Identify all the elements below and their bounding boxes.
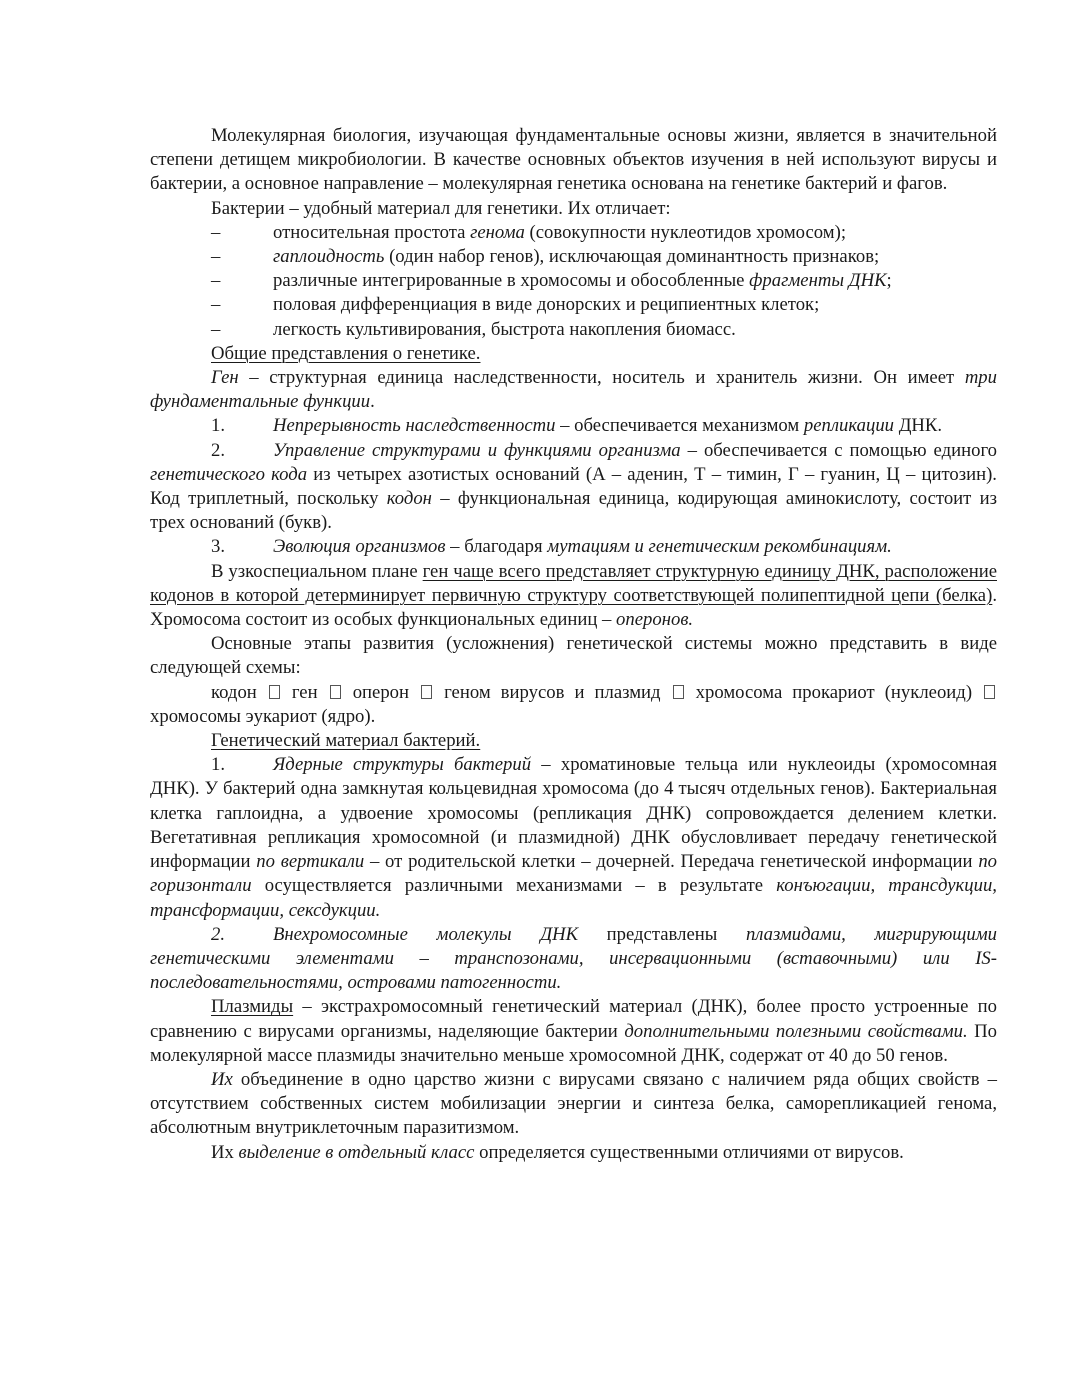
paragraph-gene-structure <box>150 560 997 633</box>
text: представлены <box>578 923 746 945</box>
heading-text: Генетический материал бактерий. <box>211 730 481 752</box>
paragraph-bacteria: Бактерии – удобный материал для генетики. Их отличает: <box>211 197 671 219</box>
text: – хроматиновые тельца или нуклеоиды (хромосомная ДНК). У бактерий одна замкнутая кольцевидная хромосома (до 4 тысяч отдельных генов). Бактериальная клетка гаплоидна, а удвоение хромосомы (репликация ДНК) сопровождается делением клетки. Вегетативная репликация хромосомной (и плазмидной) ДНК обусловливает передачу генетической информации <box>150 754 997 873</box>
item-title: Внехромосомные молекулы ДНК <box>273 923 579 945</box>
arrow-icon <box>984 685 995 699</box>
item-title: Эволюция организмов <box>273 536 446 558</box>
list-dash: – <box>211 270 221 292</box>
numbered-item <box>150 535 997 559</box>
text: объединение в одно царство жизни с вирусами связано с наличием ряда общих свойств – отсутствием собственных систем мобилизации энергии и синтеза белка, саморепликацией генома, абсолютным внутриклеточным паразитизмом. <box>150 1068 997 1139</box>
text: В узкоспециальном плане <box>211 560 423 582</box>
item-title: Ядерные структуры бактерий <box>273 754 532 776</box>
term: мутациям и генетическим рекомбинациям. <box>547 536 892 558</box>
term: выделение в отдельный класс <box>238 1141 475 1163</box>
text: Их <box>211 1141 239 1163</box>
list-item <box>150 221 997 245</box>
term: три фундаментальные функции <box>150 367 997 413</box>
numbered-item <box>150 439 997 536</box>
item-title: Непрерывность наследственности <box>273 415 556 437</box>
scheme-step: хромосома прокариот (нуклеоид) <box>695 681 973 703</box>
list-term: гаплоидность <box>273 246 385 268</box>
text: определяется существенными отличиями от вирусов. <box>474 1141 904 1163</box>
underlined-term: Плазмиды <box>211 996 294 1018</box>
numbered-item <box>150 753 997 922</box>
scheme-step: кодон <box>211 681 257 703</box>
text: – обеспечивается механизмом <box>555 415 804 437</box>
list-dash: – <box>211 318 221 340</box>
numbered-item <box>150 414 997 438</box>
term: Ген <box>211 367 239 389</box>
term: по горизонтали <box>150 851 997 897</box>
term: плазмидами, мигрирующими генетическими элементами – транспозонами, инсервационными (вставочными) или IS-последовательностями, островами патогенности. <box>150 923 998 994</box>
list-item <box>150 293 997 317</box>
arrow-icon <box>421 685 432 699</box>
term: Их <box>211 1068 233 1090</box>
paragraph-plasmids <box>150 995 997 1068</box>
term: конъюгации, трансдукции, трансформации, сексдукции. <box>150 875 997 921</box>
list-item <box>150 245 997 269</box>
term: кодон <box>386 488 432 510</box>
list-item <box>150 318 997 342</box>
list-item <box>150 269 997 293</box>
arrow-icon <box>330 685 341 699</box>
text: . <box>370 391 375 413</box>
numbered-item <box>150 923 997 996</box>
paragraph-intro: Молекулярная биология, изучающая фундаментальные основы жизни, является в значительной степени детищем микробиологии. В качестве основных объектов изучения в ней используют вирусы и бактерии, а основное направление – молекулярная генетика основана на генетике бактерий и фагов. <box>150 125 997 195</box>
text: – функциональная единица, кодирующая аминокислоту, состоит из трех оснований (букв). <box>150 488 997 534</box>
list-term: фрагменты ДНК <box>749 270 887 292</box>
scheme-step: хромосомы эукариот (ядро). <box>150 705 376 727</box>
text: По молекулярной массе плазмиды значительно меньше хромосомной ДНК, содержат от 40 до 50 генов. <box>150 1020 997 1066</box>
paragraph-class <box>150 1141 997 1165</box>
text: из четырех азотистых оснований (А – аденин, Т – тимин, Г – гуанин, Ц – цитозин). Код триплетный, поскольку <box>150 463 997 510</box>
arrow-icon <box>673 685 684 699</box>
term: по вертикали <box>256 851 365 873</box>
arrow-icon <box>269 685 280 699</box>
term: оперонов. <box>616 609 694 631</box>
scheme-line <box>150 681 997 729</box>
text: – структурная единица наследственности, носитель и хранитель жизни. Он имеет <box>238 367 965 389</box>
paragraph-kingdom <box>150 1068 997 1141</box>
scheme-step: геном вирусов и плазмид <box>444 681 661 703</box>
item-number: 3. <box>211 536 226 558</box>
term: дополнительными полезными свойствами. <box>624 1020 968 1042</box>
scheme-step: оперон <box>352 681 410 703</box>
item-number: 2. <box>211 923 226 945</box>
item-number: 1. <box>211 754 226 776</box>
underlined-text: ген чаще всего представляет структурную единицу ДНК, расположение кодонов в которой детерминирует первичную структуру соответствующей полипептидной цепи (белка) <box>150 560 997 606</box>
section-heading-material <box>150 729 997 753</box>
text: – благодаря <box>445 536 548 558</box>
list-dash: – <box>211 221 221 243</box>
text: – от родительской клетки – дочерней. Передача генетической информации <box>364 851 979 873</box>
item-title: Управление структурами и функциями организма <box>273 439 681 461</box>
text: – обеспечивается с помощью единого <box>680 439 998 461</box>
paragraph-stages: Основные этапы развития (усложнения) генетической системы можно представить в виде следующей схемы: <box>150 633 997 679</box>
paragraph-gene <box>150 366 997 414</box>
section-heading-genetics <box>150 342 997 366</box>
scheme-step: ген <box>291 681 318 703</box>
list-text: (совокупности нуклеотидов хромосом); <box>524 221 847 243</box>
item-number: 1. <box>211 415 226 437</box>
document-page <box>150 124 997 1165</box>
list-text: различные интегрированные в хромосомы и обособленные <box>273 270 750 292</box>
term: генетического кода <box>150 463 308 485</box>
heading-text: Общие представления о генетике. <box>211 342 481 364</box>
list-dash: – <box>211 294 221 316</box>
list-text: легкость культивирования, быстрота накопления биомасс. <box>273 318 736 340</box>
text: осуществляется различными механизмами – в результате <box>251 875 777 897</box>
list-text: (один набор генов), исключающая доминантность признаков; <box>384 246 880 268</box>
list-text: ; <box>886 270 892 292</box>
list-text: половая дифференциация в виде донорских и реципиентных клеток; <box>273 294 820 316</box>
list-text: относительная простота <box>273 221 471 243</box>
list-term: генома <box>470 221 525 243</box>
text: . Хромосома состоит из особых функциональных единиц – <box>150 584 997 631</box>
item-number: 2. <box>211 439 226 461</box>
text: ДНК. <box>894 415 943 437</box>
term: репликации <box>803 415 895 437</box>
text: – экстрахромосомный генетический материал (ДНК), более просто устроенные по сравнению с вирусами организмы, наделяющие бактерии <box>150 996 997 1042</box>
list-dash: – <box>211 246 221 268</box>
